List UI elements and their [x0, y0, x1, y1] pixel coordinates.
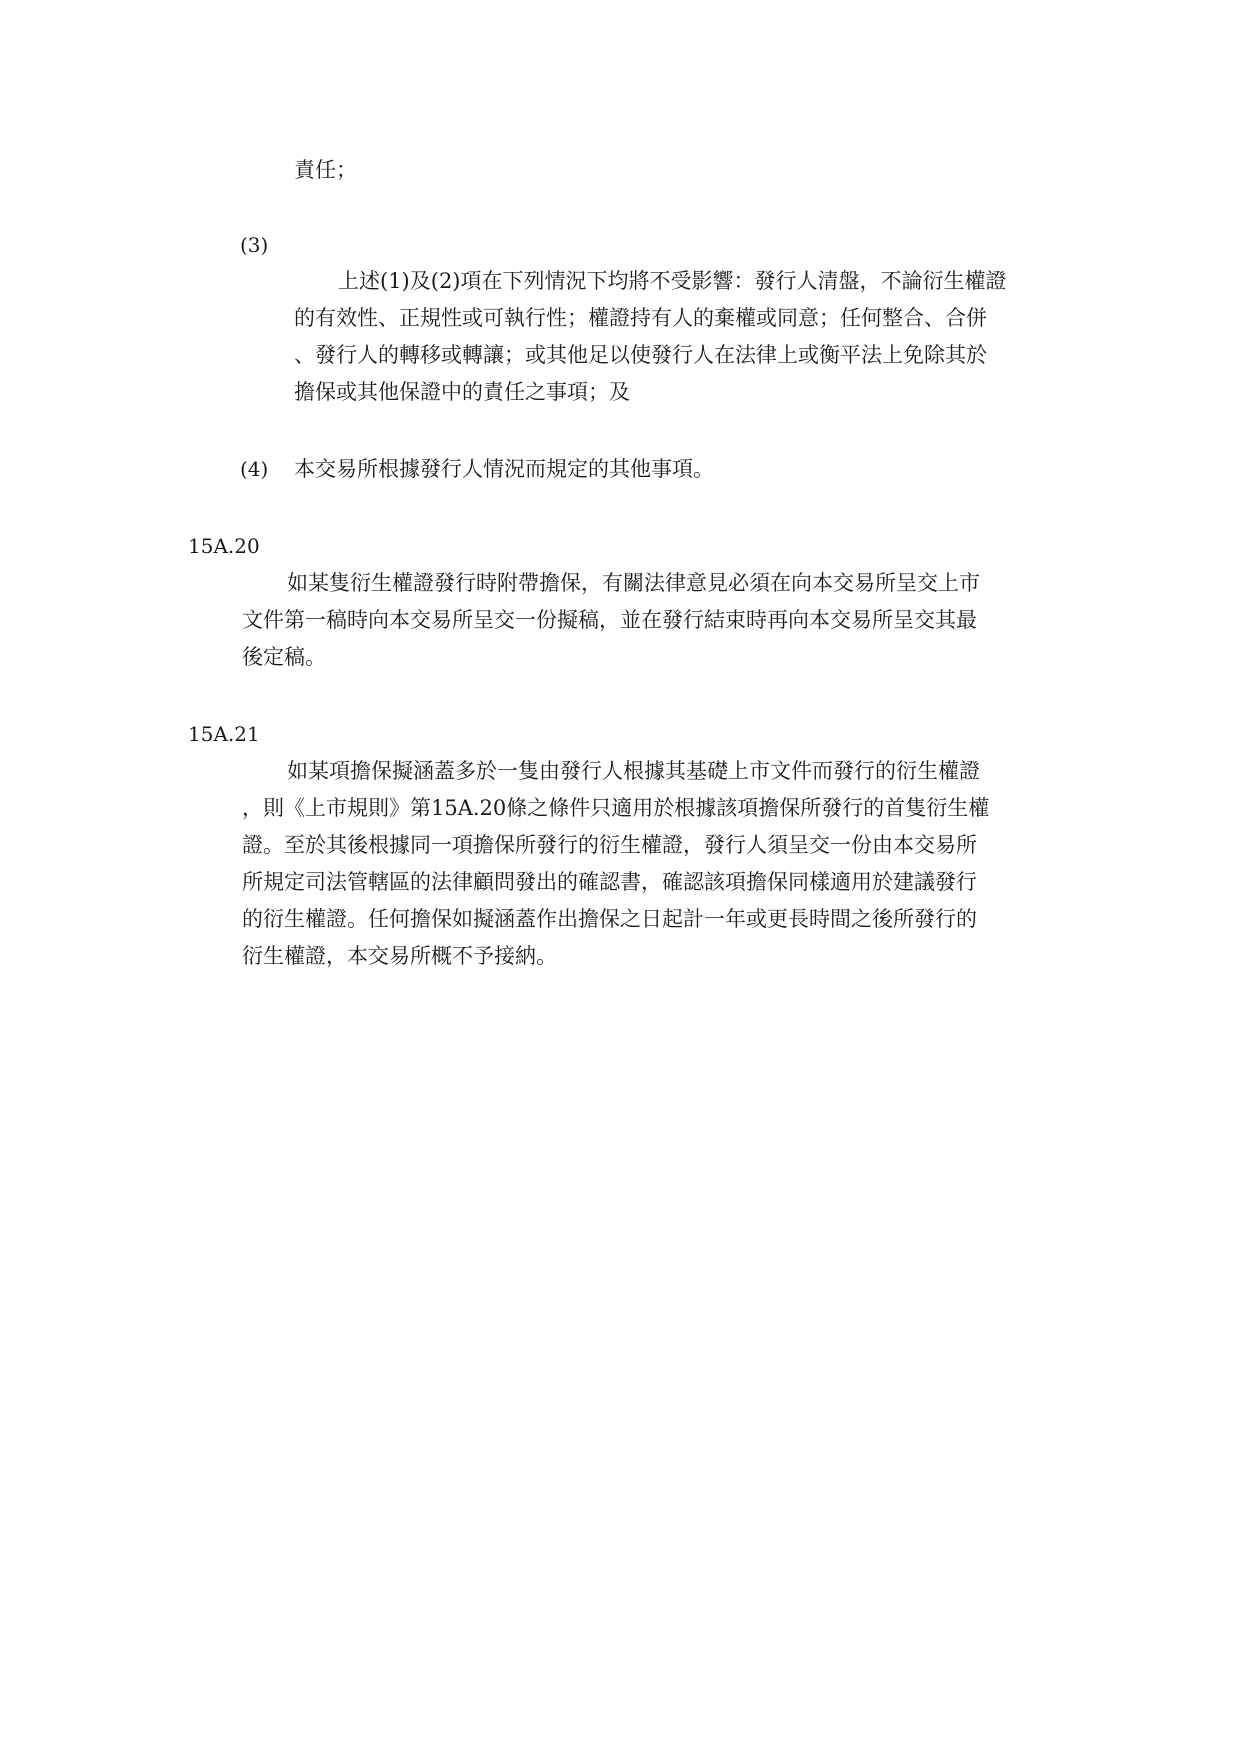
item-4-label: (4) — [240, 457, 269, 481]
section-15a21-line-3: 證。至於其後根據同一項擔保所發行的衍生權證，發行人須呈交一份由本交易所 — [242, 833, 977, 857]
section-15a20-line-3: 後定稿。 — [242, 645, 326, 669]
section-15a20-line-2: 文件第一稿時向本交易所呈交一份擬稿，並在發行結束時再向本交易所呈交其最 — [242, 608, 977, 632]
item-3-label: (3) — [240, 233, 269, 257]
section-15a21-line-2: ，則《上市規則》第15A.20條之條件只適用於根據該項擔保所發行的首隻衍生權 — [242, 796, 990, 820]
item-3-line-4: 擔保或其他保證中的責任之事項；及 — [294, 380, 630, 404]
section-15a21-line-5: 的衍生權證。任何擔保如擬涵蓋作出擔保之日起計一年或更長時間之後所發行的 — [242, 907, 977, 931]
item-3-line-3: 、發行人的轉移或轉讓；或其他足以使發行人在法律上或衡平法上免除其於 — [294, 343, 987, 367]
section-15a20-line-1: 如某隻衍生權證發行時附帶擔保，有關法律意見必須在向本交易所呈交上市 — [287, 571, 980, 595]
item-4-text: 本交易所根據發行人情況而規定的其他事項。 — [294, 457, 714, 481]
item-3-line-2: 的有效性、正規性或可執行性；權證持有人的棄權或同意；任何整合、合併 — [294, 306, 987, 330]
item-2-continuation: 責任； — [294, 158, 357, 182]
section-15a21-line-6: 衍生權證，本交易所概不予接納。 — [242, 944, 557, 968]
item-3-line-1: 上述(1)及(2)項在下列情況下均將不受影響：發行人清盤，不論衍生權證 — [338, 269, 1007, 293]
section-15a21-line-4: 所規定司法管轄區的法律顧問發出的確認書，確認該項擔保同樣適用於建議發行 — [242, 870, 977, 894]
section-15a20-number: 15A.20 — [188, 534, 260, 558]
section-15a21-number: 15A.21 — [188, 722, 260, 746]
section-15a21-line-1: 如某項擔保擬涵蓋多於一隻由發行人根據其基礎上市文件而發行的衍生權證 — [287, 759, 980, 783]
